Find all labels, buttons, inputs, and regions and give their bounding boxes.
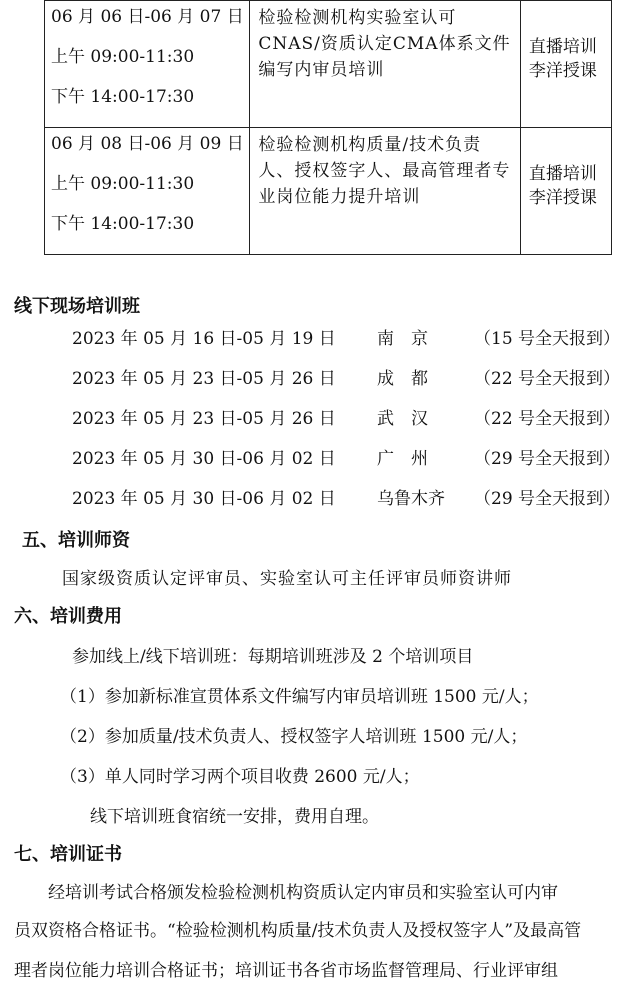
offline-report: （22 号全天报到） xyxy=(474,409,621,429)
morning-time: 上午 09:00-11:30 xyxy=(51,47,195,67)
offline-date: 2023 年 05 月 23 日-05 月 26 日 xyxy=(72,409,336,429)
fees-intro: 参加线上/线下培训班：每期培训班涉及 2 个培训项目 xyxy=(72,647,474,667)
offline-date: 2023 年 05 月 16 日-05 月 19 日 xyxy=(72,329,336,349)
mode-cell xyxy=(520,128,611,255)
schedule-time-cell xyxy=(45,128,250,255)
offline-row xyxy=(72,484,632,514)
table-row xyxy=(45,128,612,255)
course-cell xyxy=(250,128,520,255)
offline-city: 乌鲁木齐 xyxy=(377,489,445,509)
session-dates: 06 月 06 日-06 月 07 日 xyxy=(51,7,244,27)
offline-report: （22 号全天报到） xyxy=(474,369,621,389)
offline-report: （29 号全天报到） xyxy=(474,489,621,509)
cert-heading: 七、培训证书 xyxy=(14,844,122,865)
offline-date: 2023 年 05 月 23 日-05 月 26 日 xyxy=(72,369,336,389)
cert-text-line: 理者岗位能力培训合格证书；培训证书各省市场监督管理局、行业评审组 xyxy=(14,961,558,981)
teacher-name: 李洋授课 xyxy=(528,61,597,81)
afternoon-time: 下午 14:00-17:30 xyxy=(51,87,195,107)
course-title: 检验检测机构实验室认可CNAS/资质认定CMA体系文件编写内审员培训 xyxy=(258,8,511,80)
fee-item: （1）参加新标准宣贯体系文件编写内审员培训班 1500 元/人； xyxy=(60,687,539,707)
morning-time: 上午 09:00-11:30 xyxy=(51,174,195,194)
offline-row xyxy=(72,404,632,434)
cert-text-line: 经培训考试合格颁发检验检测机构资质认定内审员和实验室认可内审 xyxy=(14,883,558,903)
course-cell xyxy=(250,1,520,128)
delivery-mode: 直播培训 xyxy=(528,164,597,184)
live-schedule-table xyxy=(44,0,612,255)
afternoon-time: 下午 14:00-17:30 xyxy=(51,214,195,234)
offline-report: （15 号全天报到） xyxy=(474,329,621,349)
fees-heading: 六、培训费用 xyxy=(14,606,122,627)
offline-city: 南 京 xyxy=(377,329,428,349)
offline-row xyxy=(72,364,632,394)
session-dates: 06 月 08 日-06 月 09 日 xyxy=(51,134,244,154)
offline-report: （29 号全天报到） xyxy=(474,449,621,469)
table-row xyxy=(45,1,612,128)
offline-date: 2023 年 05 月 30 日-06 月 02 日 xyxy=(72,489,336,509)
teachers-heading: 五、培训师资 xyxy=(22,530,130,551)
schedule-time-cell xyxy=(45,1,250,128)
mode-cell xyxy=(520,1,611,128)
fee-item: （2）参加质量/技术负责人、授权签字人培训班 1500 元/人； xyxy=(60,727,528,747)
offline-city: 广 州 xyxy=(377,449,428,469)
fees-note: 线下培训班食宿统一安排，费用自理。 xyxy=(90,807,379,827)
offline-row xyxy=(72,324,632,354)
teachers-text: 国家级资质认定评审员、实验室认可主任评审员师资讲师 xyxy=(62,569,512,589)
cert-text-line: 员双资格合格证书。“检验检测机构质量/技术负责人及授权签字人”及最高管 xyxy=(14,921,582,941)
offline-heading: 线下现场培训班 xyxy=(14,296,140,317)
offline-date: 2023 年 05 月 30 日-06 月 02 日 xyxy=(72,449,336,469)
delivery-mode: 直播培训 xyxy=(528,37,597,57)
offline-row xyxy=(72,444,632,474)
course-title: 检验检测机构质量/技术负责人、授权签字人、最高管理者专业岗位能力提升培训 xyxy=(258,135,511,207)
offline-city: 武 汉 xyxy=(377,409,428,429)
teacher-name: 李洋授课 xyxy=(528,188,597,208)
fee-item: （3）单人同时学习两个项目收费 2600 元/人； xyxy=(60,767,420,787)
offline-city: 成 都 xyxy=(377,369,428,389)
